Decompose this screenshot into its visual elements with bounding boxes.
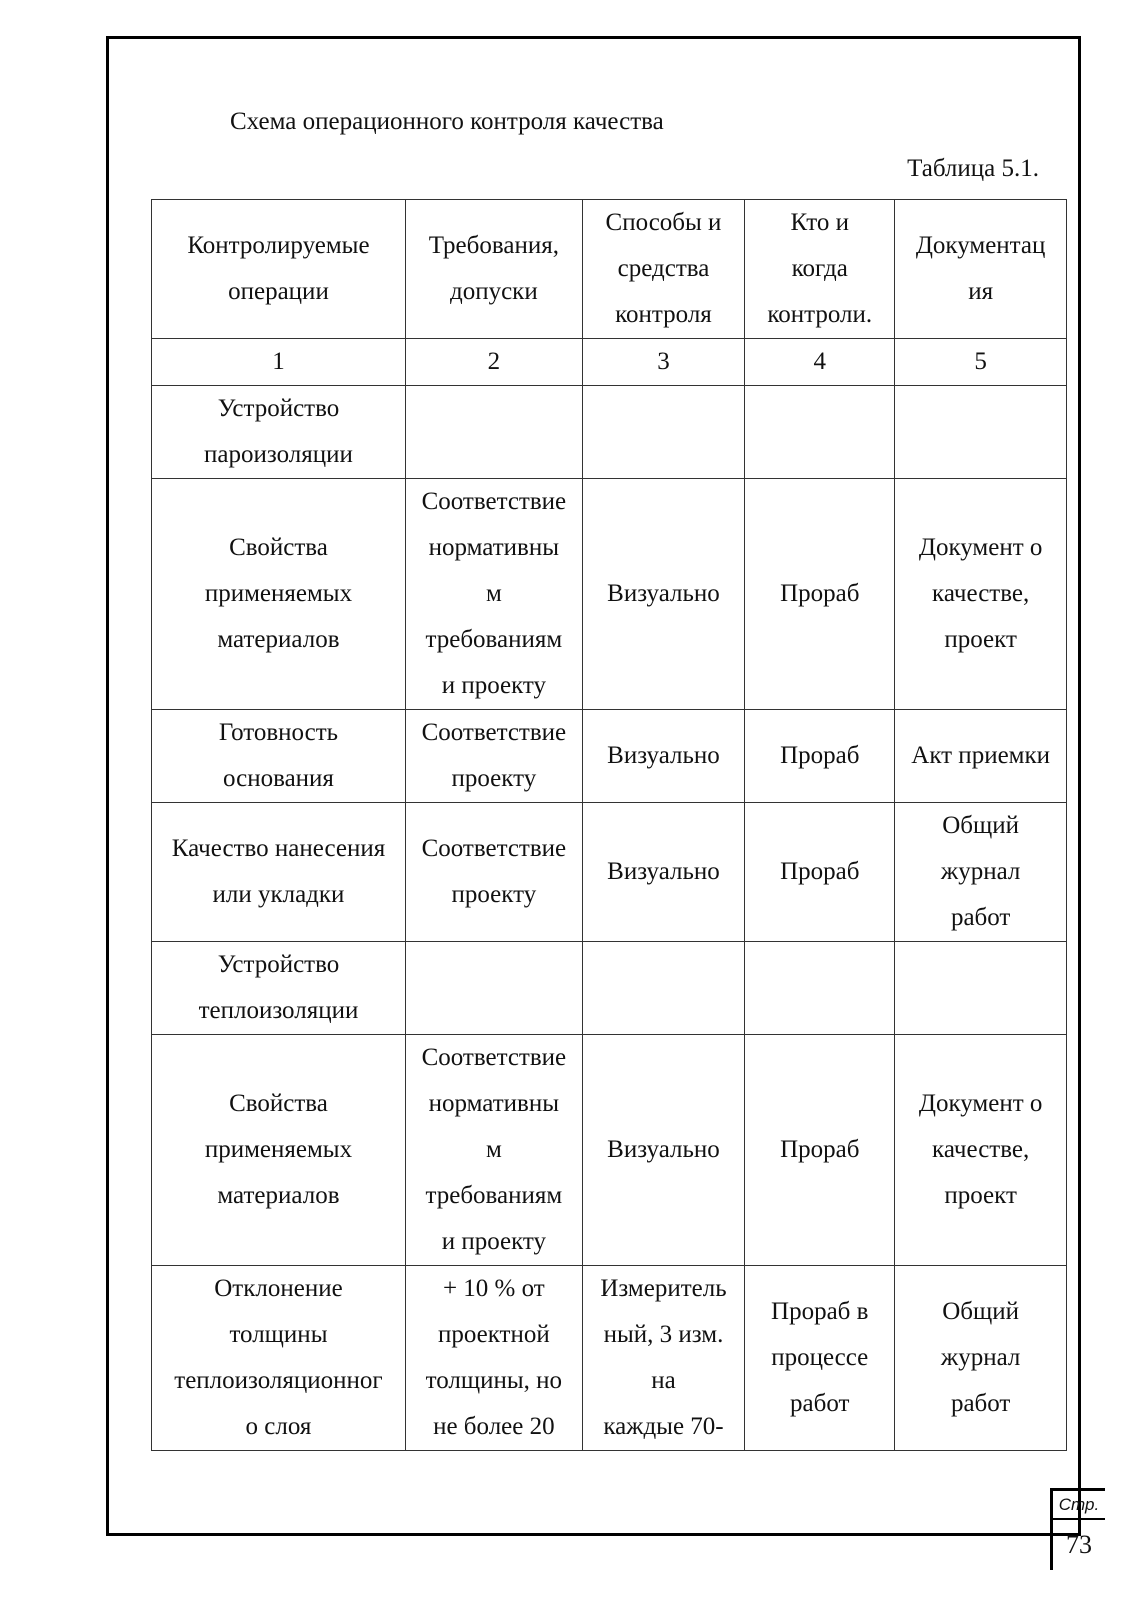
column-number-cell: 3 [582,339,744,386]
table-cell [745,942,895,1035]
table-cell: Прораб [745,803,895,942]
table-cell [405,942,582,1035]
table-cell [582,942,744,1035]
table-cell: Соответствие нормативны м требованиям и проекту [405,1035,582,1266]
header-row [152,200,1067,339]
header-cell: Требования, допуски [405,200,582,339]
table-cell: Прораб [745,1035,895,1266]
column-number-cell: 5 [895,339,1067,386]
table-row [152,386,1067,479]
table-cell: Устройство пароизоляции [152,386,406,479]
table-cell: Соответствие нормативны м требованиям и проекту [405,479,582,710]
table-cell: Общий журнал работ [895,803,1067,942]
table-cell: Визуально [582,803,744,942]
table-row [152,803,1067,942]
table-cell: Соответствие проекту [405,710,582,803]
table-row [152,942,1067,1035]
table-cell: Визуально [582,1035,744,1266]
table-cell: Качество нанесения или укладки [152,803,406,942]
table-cell: + 10 % от проектной толщины, но не более 20 [405,1266,582,1451]
table-row [152,1266,1067,1451]
table-cell: Прораб [745,479,895,710]
header-cell: Кто и когда контроли. [745,200,895,339]
table-cell: Свойства применяемых материалов [152,479,406,710]
table-cell: Свойства применяемых материалов [152,1035,406,1266]
table-row [152,479,1067,710]
table-cell: Прораб [745,710,895,803]
column-number-row [152,339,1067,386]
table-cell [895,942,1067,1035]
page-label: Стр. [1053,1491,1105,1520]
page-number: 73 [1066,1530,1092,1559]
table-cell: Измеритель ный, 3 изм. на каждые 70- [582,1266,744,1451]
table-cell: Отклонение толщины теплоизоляционног о слоя [152,1266,406,1451]
column-number-cell: 2 [405,339,582,386]
table-cell [405,386,582,479]
table-cell: Визуально [582,710,744,803]
document-title: Схема операционного контроля качества [230,108,664,135]
table-cell: Соответствие проекту [405,803,582,942]
header-cell: Документац ия [895,200,1067,339]
quality-control-table [151,199,1067,1451]
table-cell: Готовность основания [152,710,406,803]
table-cell [895,386,1067,479]
column-number-cell: 4 [745,339,895,386]
page-stamp [1050,1488,1105,1570]
header-cell: Контролируемые операции [152,200,406,339]
table-cell: Визуально [582,479,744,710]
table-row [152,710,1067,803]
table-row [152,1035,1067,1266]
header-cell: Способы и средства контроля [582,200,744,339]
table-cell: Документ о качестве, проект [895,479,1067,710]
table-cell: Документ о качестве, проект [895,1035,1067,1266]
table-cell: Устройство теплоизоляции [152,942,406,1035]
table-cell [582,386,744,479]
table-cell: Прораб в процессе работ [745,1266,895,1451]
table-cell: Акт приемки [895,710,1067,803]
table-cell [745,386,895,479]
column-number-cell: 1 [152,339,406,386]
table-cell: Общий журнал работ [895,1266,1067,1451]
table-label: Таблица 5.1. [907,155,1039,182]
